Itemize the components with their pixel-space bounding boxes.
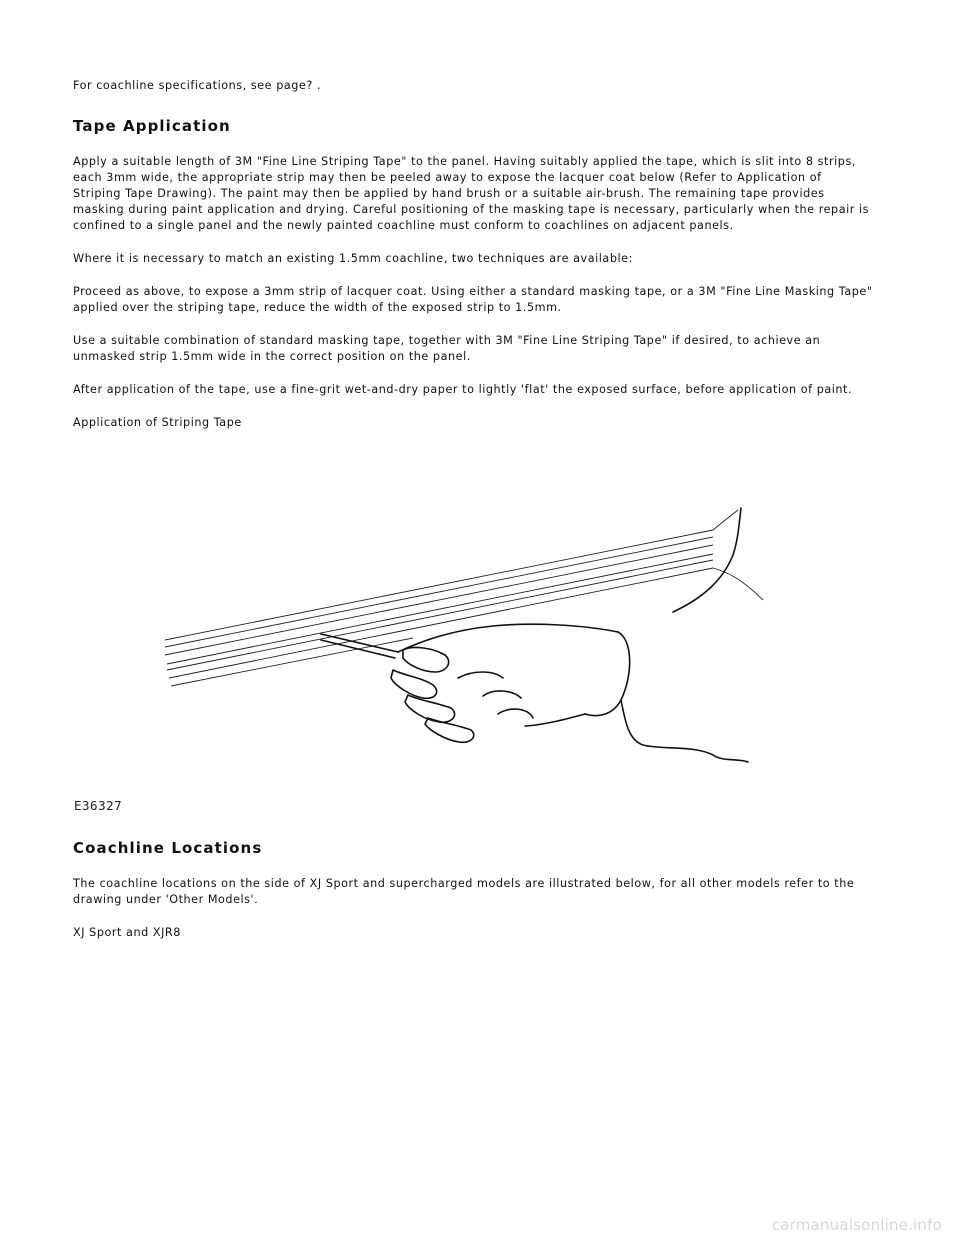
finger (391, 670, 437, 698)
striping-tape-illustration (73, 500, 793, 820)
coachline-paragraph: The coachline locations on the side of XJ Sport and supercharged models are illustrated below, for all other models refer to the drawing under 'Other Models'. (73, 877, 855, 906)
tape-line (165, 545, 713, 655)
hand-outline (398, 624, 618, 652)
tape-paragraph-2: Where it is necessary to match an existing 1.5mm coachline, two techniques are available: (73, 252, 633, 265)
tape-paragraph-1: Apply a suitable length of 3M "Fine Line Striping Tape" to the panel. Having suitably applied the tape, which is slit into 8 strips, each 3mm wide, the appropriate strip may then be peeled away to expose the lacquer coat below (Refer to Application of Striping Tape Drawing). The paint may then be applied by hand brush or a suitable air-brush. The remaining tape provides masking during paint application and drying. Careful positioning of the masking tape is necessary, particularly when the repair is confined to a single panel and the newly painted coachline must conform to coachlines on adjacent panels. (73, 155, 870, 232)
document-body (73, 78, 873, 431)
figure-code: E36327 (74, 798, 123, 813)
intro-text: For coachline specifications, see page? . (73, 79, 322, 92)
figure-caption: Application of Striping Tape (73, 416, 242, 429)
tape-line (167, 560, 713, 670)
tape-line (167, 554, 713, 664)
coachline-section (73, 838, 873, 941)
hand-outline (525, 714, 585, 726)
coachline-locations-heading: Coachline Locations (73, 839, 263, 857)
knuckle (483, 691, 521, 698)
tape-paragraph-5: After application of the tape, use a fine-grit wet-and-dry paper to lightly 'flat' the exposed surface, before application of paint. (73, 383, 853, 396)
tape-paragraph-4: Use a suitable combination of standard masking tape, together with 3M "Fine Line Striping Tape" if desired, to achieve an unmasked strip 1.5mm wide in the correct position on the panel. (73, 334, 821, 363)
coachline-subheading: XJ Sport and XJR8 (73, 926, 181, 939)
panel-edge (713, 568, 763, 600)
watermark: carmanualsonline.info (771, 1216, 942, 1234)
tape-application-heading: Tape Application (73, 117, 231, 135)
knuckle (498, 709, 533, 718)
tape-line (165, 537, 713, 647)
tape-paragraph-3: Proceed as above, to expose a 3mm strip of lacquer coat. Using either a standard masking tape, or a 3M "Fine Line Masking Tape" applied over the striping tape, reduce the width of the exposed strip to 1.5mm. (73, 285, 873, 314)
hand-outline (585, 632, 630, 716)
thumb (403, 648, 449, 672)
hand-applying-tape-drawing (73, 500, 793, 800)
panel-edge (713, 510, 738, 530)
knuckle (458, 672, 503, 678)
arm-outline (621, 700, 748, 762)
